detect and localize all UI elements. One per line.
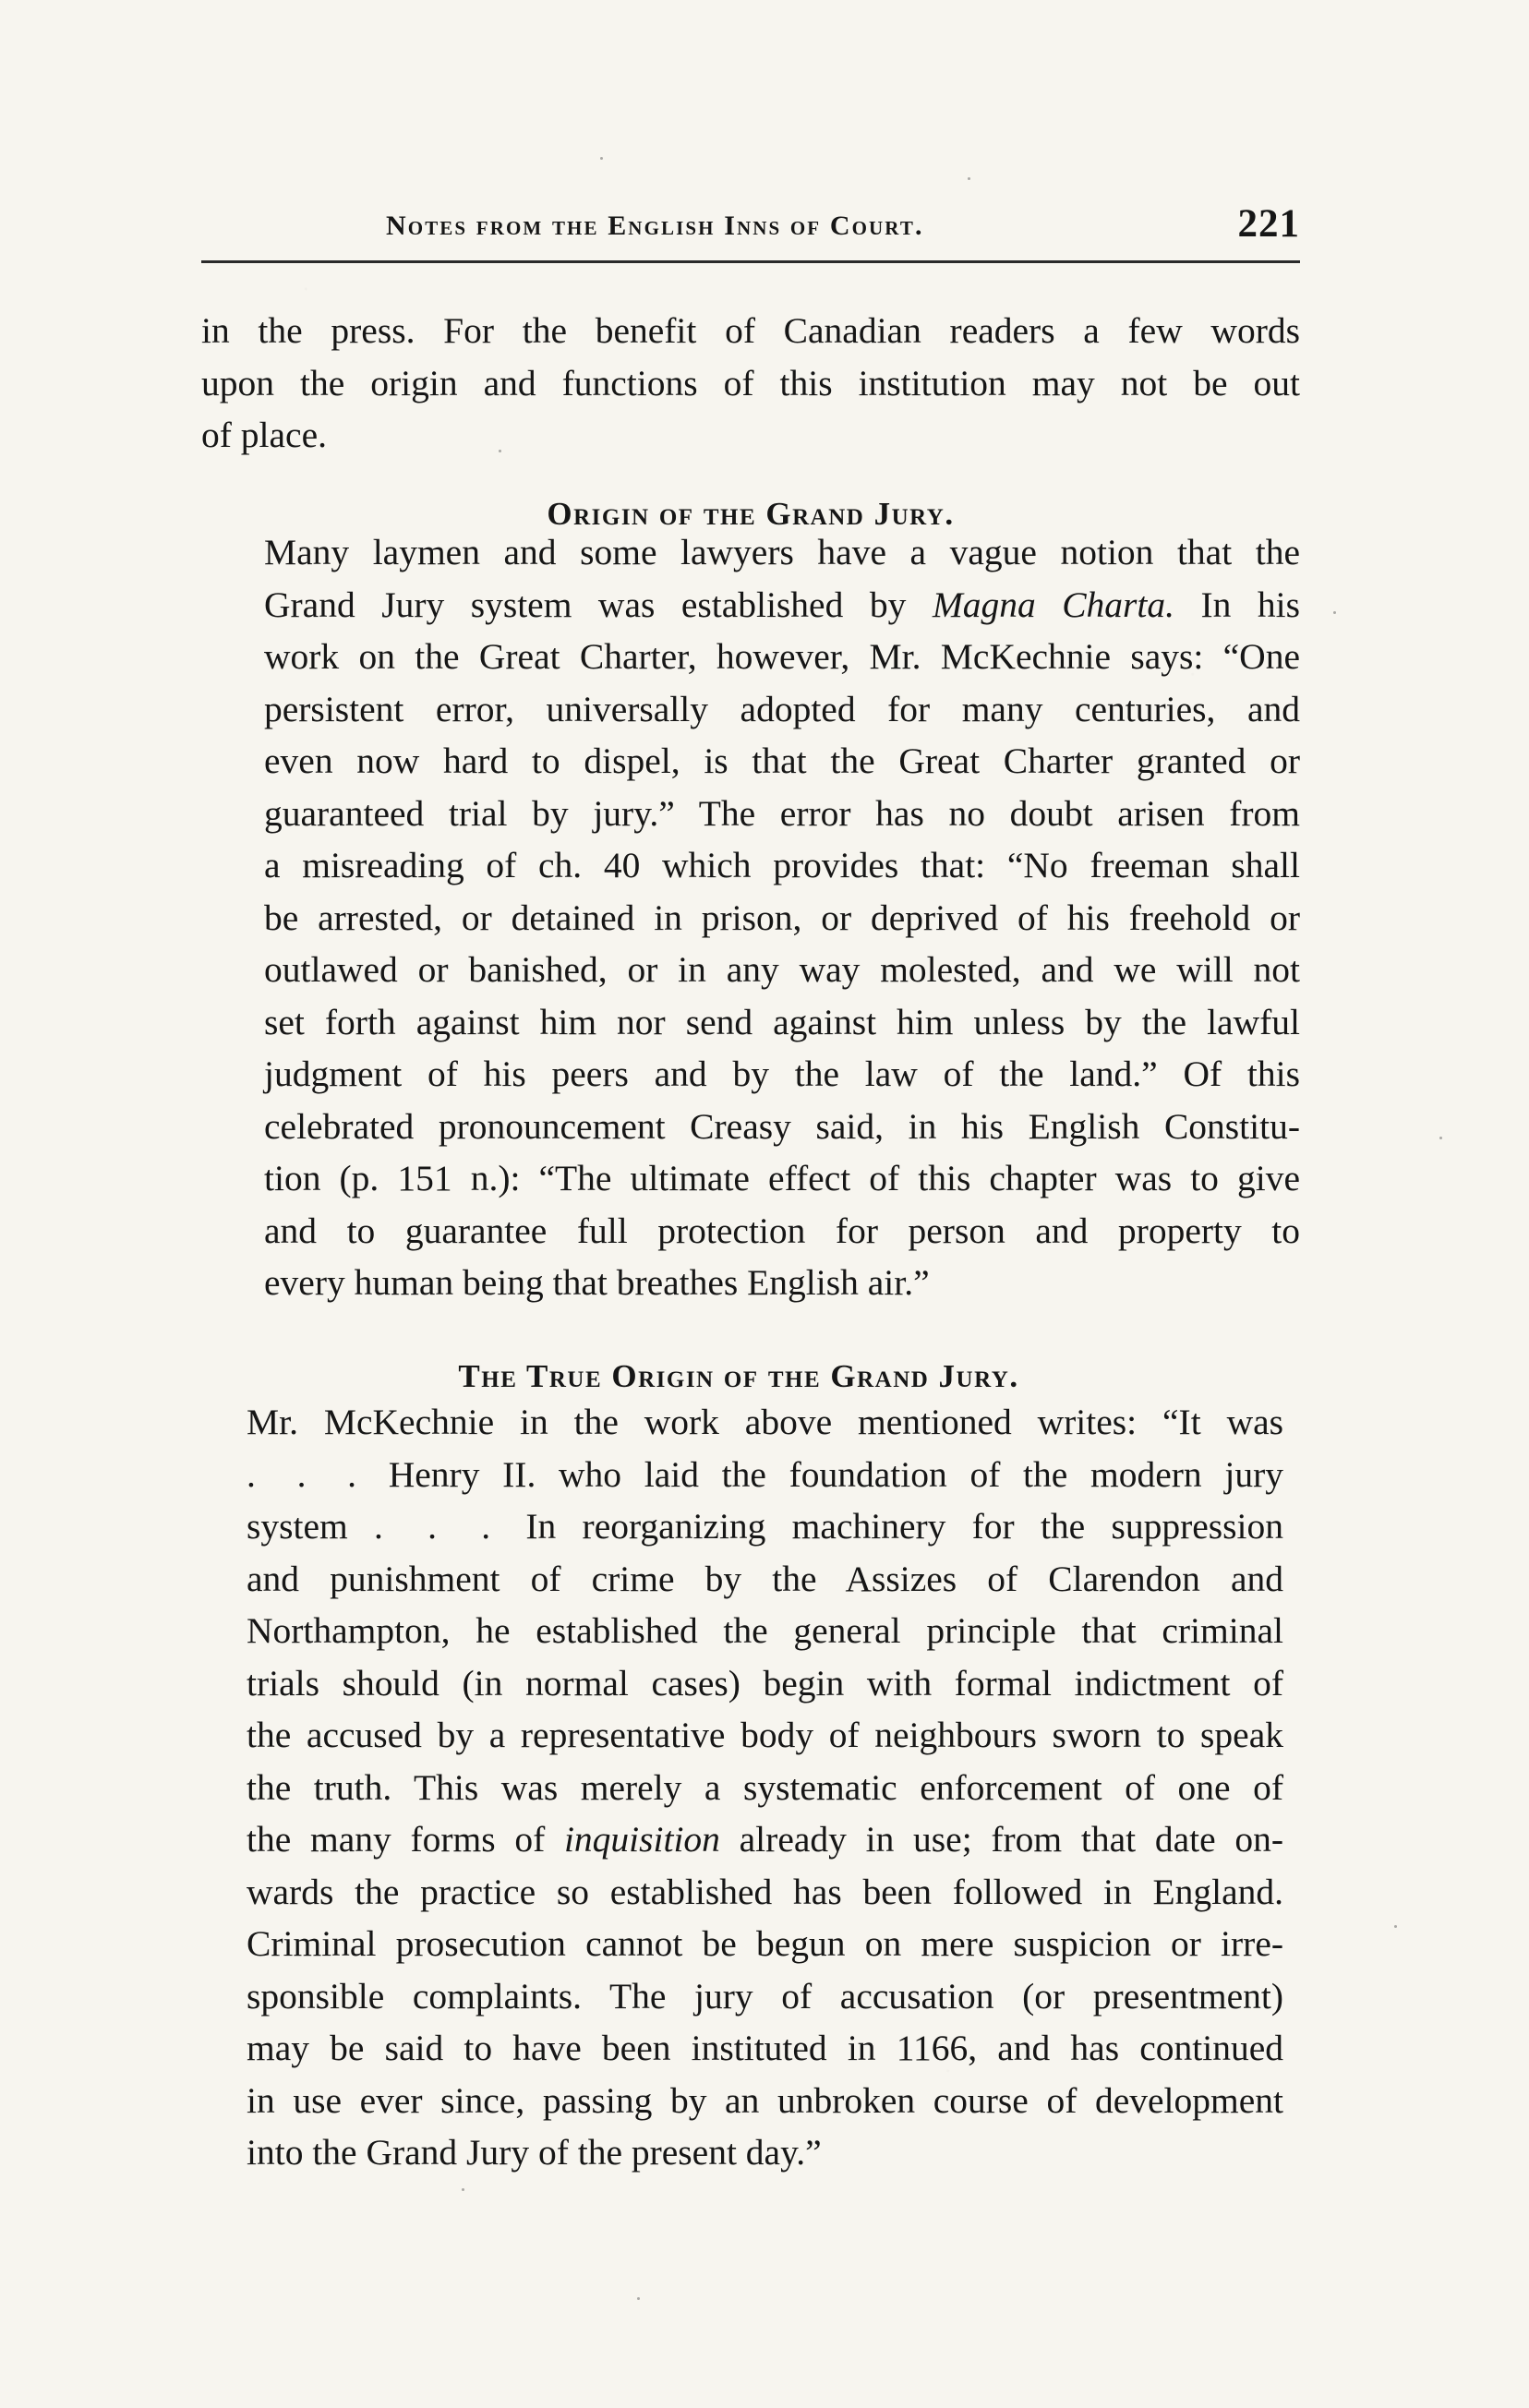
true-origin-line-3	[189, 1500, 1283, 1553]
true-origin-line-14: in use ever since, passing by an unbroken course of development	[247, 2079, 1283, 2121]
scan-speck	[1333, 611, 1336, 614]
true-origin-line-2-text: Henry II. who laid the foundation of the modern jury	[366, 1453, 1284, 1495]
true-origin-line-5: Northampton, he established the general principle that criminal	[247, 1610, 1283, 1651]
true-origin-line-9-end: already in use; from that date on-	[719, 1819, 1283, 1860]
origin-line-10: set forth against him nor send against him unless by the lawful	[264, 1001, 1300, 1042]
origin-line-3: work on the Great Charter, however, Mr. McKechnie says: “One	[264, 636, 1300, 677]
intro-line-2: upon the origin and functions of this institution may not be out	[201, 362, 1300, 403]
true-origin-line-3-end: In reorganizing machinery for the suppression	[500, 1506, 1283, 1547]
origin-line-9: outlawed or banished, or in any way molested, and we will not	[264, 949, 1300, 990]
origin-line-14: and to guarantee full protection for person and property to	[264, 1210, 1300, 1251]
ellipsis: . . .	[373, 1506, 500, 1547]
true-origin-line-4: and punishment of crime by the Assizes of Clarendon and	[247, 1558, 1283, 1599]
true-origin-line-9-start: the many forms of	[247, 1819, 564, 1860]
intro-line-1: in the press. For the benefit of Canadian readers a few words	[201, 310, 1300, 351]
intro-paragraph	[201, 305, 1300, 462]
true-origin-line-2	[189, 1449, 1283, 1501]
origin-line-15: every human being that breathes English air.”	[264, 1262, 930, 1303]
true-origin-paragraph	[189, 1396, 1283, 2179]
running-head: Notes from the English Inns of Court.	[386, 211, 924, 241]
origin-paragraph	[201, 526, 1300, 1309]
true-origin-line-13: may be said to have been instituted in 1166, and has continued	[247, 2028, 1283, 2068]
true-origin-line-1: Mr. McKechnie in the work above mentioned writes: “It was	[247, 1402, 1283, 1442]
origin-line-6: guaranteed trial by jury.” The error has no doubt arisen from	[264, 792, 1300, 834]
section-heading-origin: Origin of the Grand Jury.	[547, 496, 955, 533]
true-origin-line-15: into the Grand Jury of the present day.”	[247, 2132, 822, 2173]
origin-line-11: judgment of his peers and by the law of the land.” Of this	[264, 1054, 1300, 1094]
magna-charta-italic: Magna Charta.	[932, 584, 1175, 625]
true-origin-line-11: Criminal prosecution cannot be begun on mere suspicion or irre-	[247, 1923, 1283, 1964]
origin-line-8: be arrested, or detained in prison, or deprived of his freehold or	[264, 897, 1300, 938]
scan-speck	[1394, 1925, 1397, 1928]
origin-line-13: tion (p. 151 n.): “The ultimate effect of this chapter was to give	[264, 1158, 1300, 1198]
true-origin-line-8: the truth. This was merely a systematic enforcement of one of	[247, 1766, 1283, 1808]
origin-line-2-text: Grand Jury system was established by	[264, 584, 933, 625]
page-header	[201, 196, 1300, 270]
true-origin-line-12: sponsible complaints. The jury of accusation (or presentment)	[247, 1975, 1283, 2017]
ellipsis: . . .	[247, 1453, 367, 1495]
header-rule	[201, 260, 1300, 263]
origin-line-7: a misreading of ch. 40 which provides that: “No freeman shall	[264, 845, 1300, 885]
origin-line-2-end: In his	[1174, 584, 1300, 625]
scan-speck	[968, 177, 970, 180]
true-origin-line-9	[189, 1813, 1283, 1866]
true-origin-line-3-start: system	[247, 1506, 374, 1547]
origin-line-5: even now hard to dispel, is that the Great Charter granted or	[264, 740, 1300, 781]
true-origin-line-7: the accused by a representative body of neighbours sworn to speak	[247, 1715, 1283, 1755]
inquisition-italic: inquisition	[563, 1819, 720, 1860]
origin-line-4: persistent error, universally adopted for many centuries, and	[264, 688, 1300, 729]
origin-line-2	[201, 579, 1300, 632]
origin-line-12: celebrated pronouncement Creasy said, in his English Constitu-	[264, 1105, 1300, 1147]
scan-speck	[462, 2188, 464, 2191]
scan-speck	[637, 2297, 640, 2300]
section-heading-true-origin: The True Origin of the Grand Jury.	[458, 1358, 1019, 1395]
scan-speck	[600, 157, 603, 160]
page-number: 221	[1237, 202, 1300, 246]
intro-line-3: of place.	[201, 415, 327, 455]
origin-line-1: Many laymen and some lawyers have a vague notion that the	[264, 532, 1300, 572]
true-origin-line-6: trials should (in normal cases) begin with formal indictment of	[247, 1662, 1283, 1704]
scan-speck	[1439, 1137, 1442, 1139]
true-origin-line-10: wards the practice so established has been followed in England.	[247, 1871, 1283, 1912]
